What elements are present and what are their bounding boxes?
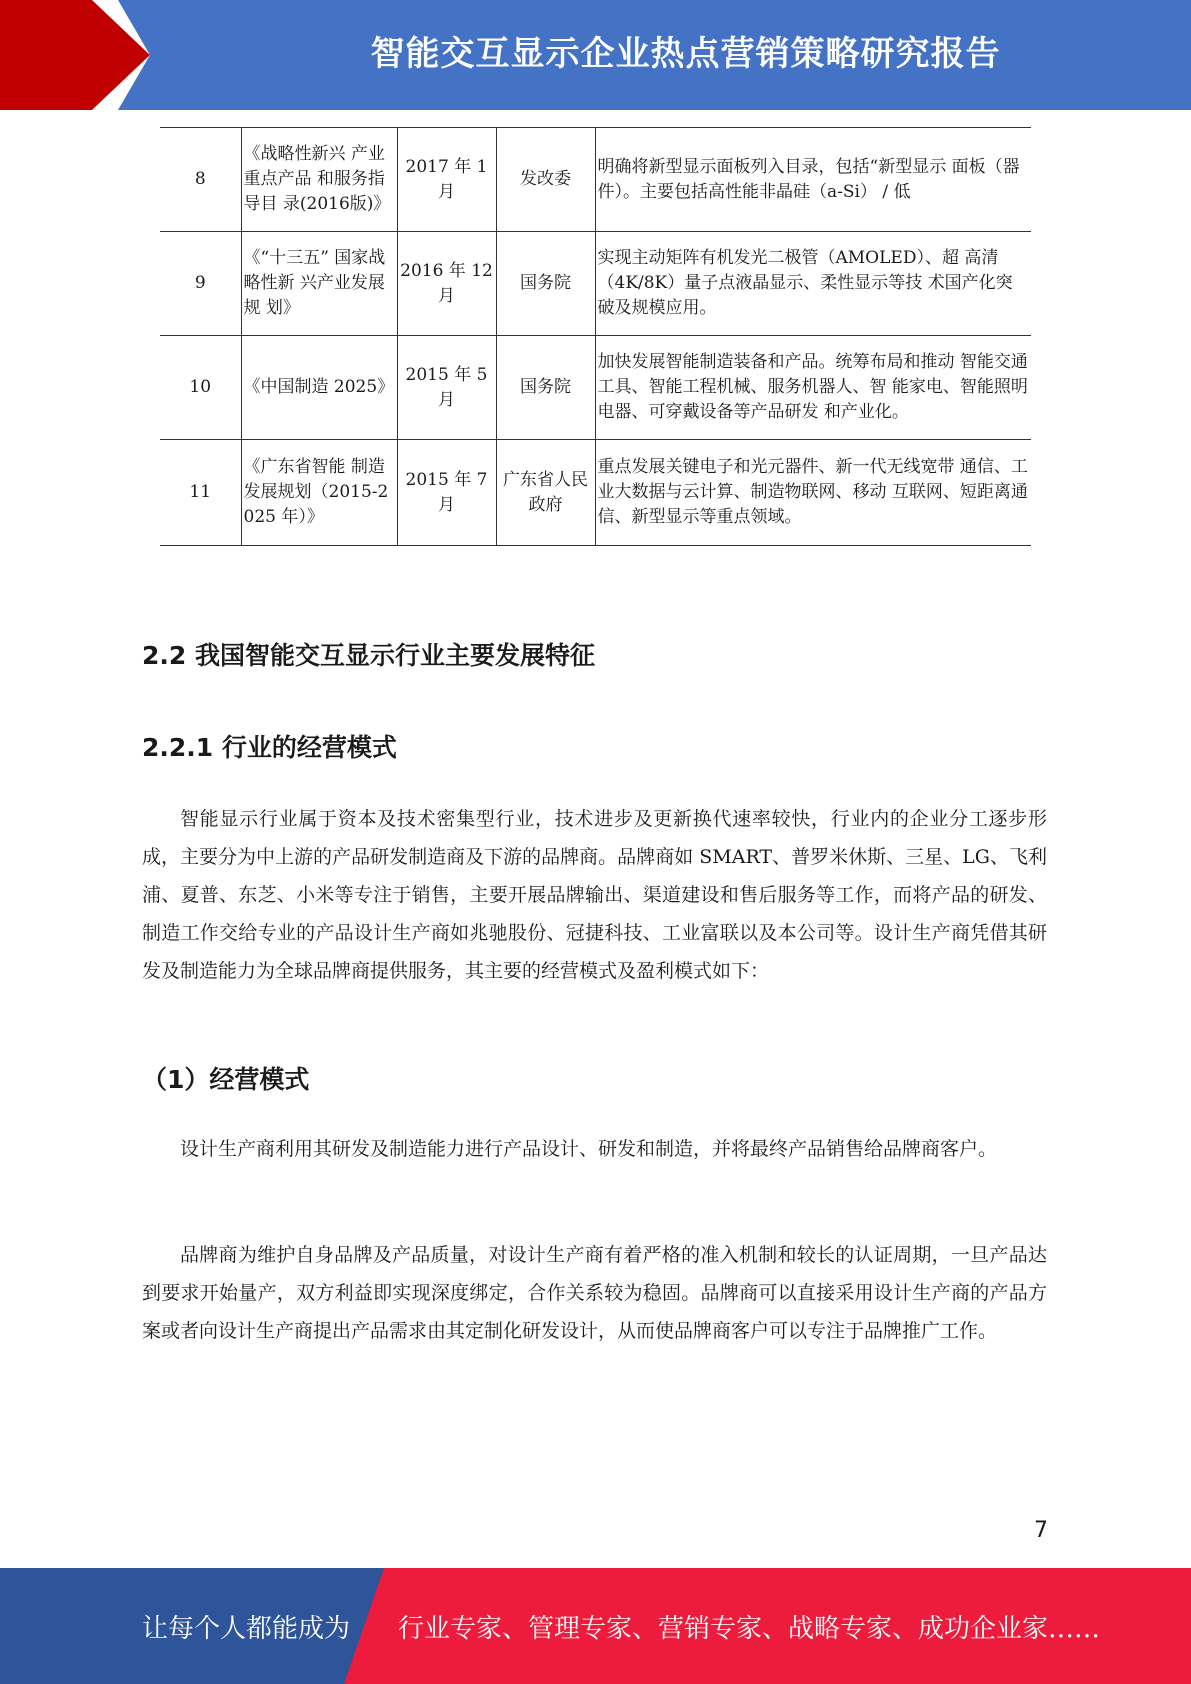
page-footer	[0, 1568, 1191, 1684]
table-row	[160, 440, 1031, 546]
footer-slogan-left: 让每个人都能成为	[142, 1614, 351, 1644]
issue-date: 2016 年 12 月	[397, 232, 496, 336]
issuing-department: 广东省人民政府	[496, 440, 595, 546]
policy-name: 《广东省智能 制造发展规划（2015-2025 年）》	[241, 440, 397, 546]
page-number: 7	[1034, 1518, 1048, 1543]
report-title: 智能交互显示企业热点营销策略研究报告	[370, 34, 1001, 74]
table-row	[160, 128, 1031, 232]
header-arrow-decoration	[0, 0, 160, 110]
body-paragraph: 品牌商为维护自身品牌及产品质量，对设计生产商有着严格的准入机制和较长的认证周期，一旦产品达到要求开始量产，双方利益即实现深度绑定，合作关系较为稳固。品牌商可以直接采用设计生产商的产品方案或者向设计生产商提出产品需求由其定制化研发设计，从而使品牌商客户可以专注于品牌推广工作。	[142, 1244, 1047, 1342]
row-number: 10	[160, 336, 241, 440]
row-number: 11	[160, 440, 241, 546]
policy-content: 实现主动矩阵有机发光二极管（AMOLED）、超 高清（4K/8K）量子点液晶显示、柔性显示等技 术国产化突破及规模应用。	[595, 232, 1031, 336]
page-header	[0, 0, 1191, 110]
policy-name: 《战略性新兴 产业重点产品 和服务指导目 录(2016版)》	[241, 128, 397, 232]
issue-date: 2015 年 5 月	[397, 336, 496, 440]
table-row	[160, 336, 1031, 440]
policy-content: 重点发展关键电子和光元器件、新一代无线宽带 通信、工业大数据与云计算、制造物联网、移动 互联网、短距离通信、新型显示等重点领域。	[595, 440, 1031, 546]
issue-date: 2017 年 1 月	[397, 128, 496, 232]
row-number: 8	[160, 128, 241, 232]
issuing-department: 国务院	[496, 336, 595, 440]
policy-content: 加快发展智能制造装备和产品。统筹布局和推动 智能交通工具、智能工程机械、服务机器人、智 能家电、智能照明电器、可穿戴设备等产品研发 和产业化。	[595, 336, 1031, 440]
policy-name: 《中国制造 2025》	[241, 336, 397, 440]
issuing-department: 发改委	[496, 128, 595, 232]
section-heading: 2.2 我国智能交互显示行业主要发展特征	[142, 641, 595, 670]
issue-date: 2015 年 7 月	[397, 440, 496, 546]
table-row	[160, 232, 1031, 336]
policy-name: 《“十三五” 国家战略性新 兴产业发展规 划》	[241, 232, 397, 336]
policy-table	[160, 127, 1031, 546]
policy-content: 明确将新型显示面板列入目录，包括“新型显示 面板（器件）。主要包括高性能非晶硅（a-Si） / 低	[595, 128, 1031, 232]
subsection-heading: 2.2.1 行业的经营模式	[142, 733, 397, 762]
issuing-department: 国务院	[496, 232, 595, 336]
row-number: 9	[160, 232, 241, 336]
footer-slogan-right: 行业专家、管理专家、营销专家、战略专家、成功企业家……	[398, 1614, 1101, 1644]
subheading-operating-model: （1）经营模式	[142, 1065, 310, 1094]
body-paragraph: 智能显示行业属于资本及技术密集型行业，技术进步及更新换代速率较快，行业内的企业分工逐步形成，主要分为中上游的产品研发制造商及下游的品牌商。品牌商如 SMART、普罗米休斯、三星、LG、飞利浦、夏普、东芝、小米等专注于销售，主要开展品牌输出、渠道建设和售后服务等工作，而将产品的研发、制造工作交给专业的产品设计生产商如兆驰股份、冠捷科技、工业富联以及本公司等。设计生产商凭借其研发及制造能力为全球品牌商提供服务，其主要的经营模式及盈利模式如下：	[142, 808, 1047, 982]
body-paragraph: 设计生产商利用其研发及制造能力进行产品设计、研发和制造，并将最终产品销售给品牌商客户。	[180, 1138, 998, 1160]
